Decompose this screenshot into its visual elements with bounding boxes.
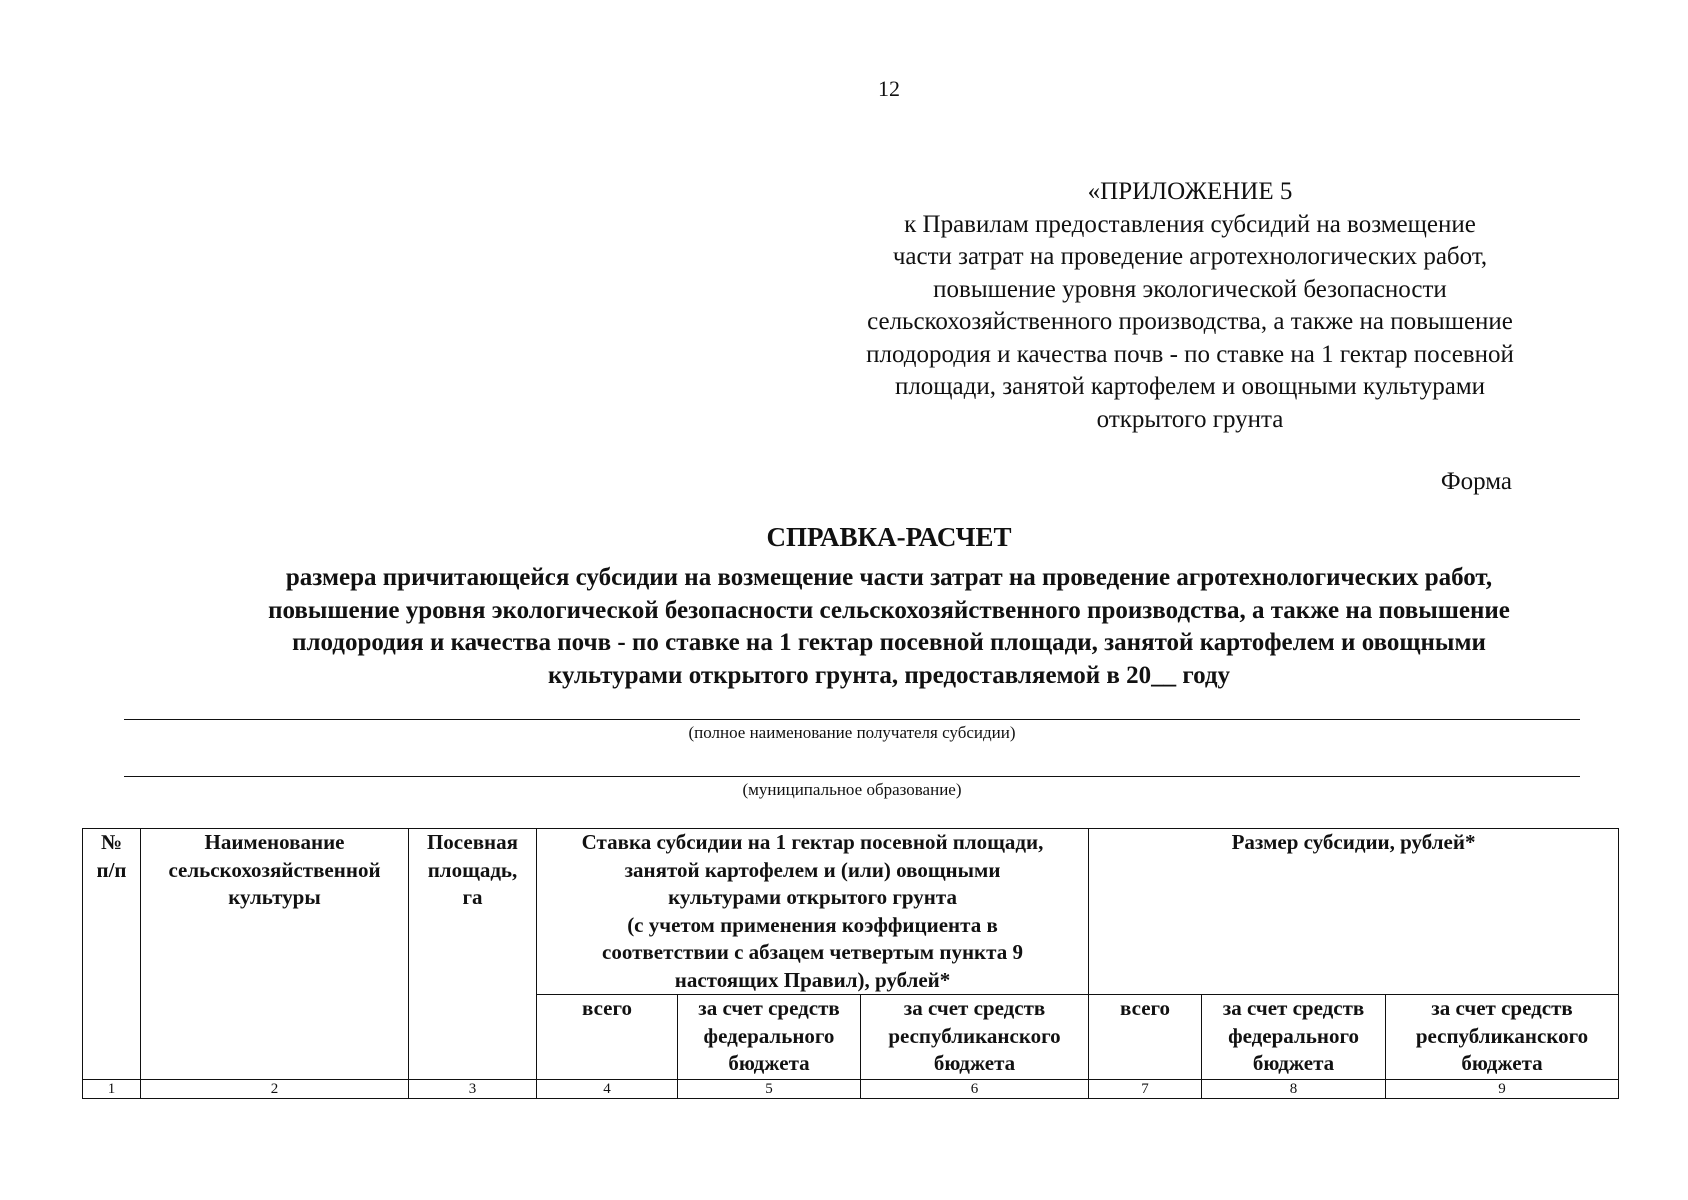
header-amount-total: всего xyxy=(1089,995,1202,1080)
header-rate-federal: за счет средств федерального бюджета xyxy=(678,995,861,1080)
column-number: 3 xyxy=(409,1080,537,1099)
column-number-row xyxy=(83,1080,1619,1099)
header-row-number: № п/п xyxy=(83,829,141,1080)
appendix-line: части затрат на проведение агротехнологических работ, xyxy=(892,243,1488,270)
appendix-line: площади, занятой картофелем и овощными культурами xyxy=(894,373,1486,400)
appendix-line: плодородия и качества почв - по ставке на 1 гектар посевной xyxy=(866,340,1514,368)
appendix-note xyxy=(800,176,1580,436)
form-label: Форма xyxy=(1440,468,1512,495)
recipient-name-line xyxy=(124,719,1580,720)
subsidy-calculation-table xyxy=(82,828,1619,1099)
municipality-caption: (муниципальное образование) xyxy=(742,780,962,799)
subtitle-line: плодородия и качества почв - по ставке на 1 гектар посевной площади, занятой картофелем и овощными xyxy=(292,629,1486,656)
column-number: 6 xyxy=(861,1080,1089,1099)
header-sown-area: Посевная площадь, га xyxy=(409,829,537,1080)
appendix-line: «ПРИЛОЖЕНИЕ 5 xyxy=(1087,178,1293,205)
header-rate-republic: за счет средств республиканского бюджета xyxy=(861,995,1089,1080)
subtitle-line: повышение уровня экологической безопасности сельскохозяйственного производства, а также на повышение xyxy=(268,596,1510,624)
header-amount-federal: за счет средств федерального бюджета xyxy=(1202,995,1386,1080)
document-title: СПРАВКА-РАСЧЕТ xyxy=(766,522,1012,552)
column-number: 7 xyxy=(1089,1080,1202,1099)
column-number: 5 xyxy=(678,1080,861,1099)
recipient-name-caption: (полное наименование получателя субсидии) xyxy=(688,723,1016,742)
document-subtitle xyxy=(150,562,1628,692)
municipality-line xyxy=(124,776,1580,777)
appendix-line: к Правилам предоставления субсидий на возмещение xyxy=(904,210,1476,238)
column-number: 2 xyxy=(141,1080,409,1099)
header-subsidy-amount: Размер субсидии, рублей* xyxy=(1089,829,1619,995)
appendix-line: сельскохозяйственного производства, а также на повышение xyxy=(867,308,1513,335)
appendix-line: открытого грунта xyxy=(1096,405,1284,433)
subtitle-line: размера причитающейся субсидии на возмещение части затрат на проведение агротехнологических работ, xyxy=(285,564,1493,591)
header-crop-name: Наименование сельскохозяйственной культуры xyxy=(141,829,409,1080)
header-rate-total: всего xyxy=(537,995,678,1080)
column-number: 8 xyxy=(1202,1080,1386,1099)
column-number: 4 xyxy=(537,1080,678,1099)
page-number: 12 xyxy=(878,76,900,101)
header-amount-republic: за счет средств республиканского бюджета xyxy=(1386,995,1619,1080)
appendix-line: повышение уровня экологической безопасности xyxy=(933,275,1447,303)
column-number: 9 xyxy=(1386,1080,1619,1099)
header-subsidy-rate: Ставка субсидии на 1 гектар посевной площади, занятой картофелем и (или) овощными культурами открытого грунта (с учетом применения коэффициента в соответствии с абзацем четвертым пункта 9 настоящих Правил), рублей* xyxy=(537,829,1089,995)
subtitle-line: культурами открытого грунта, предоставляемой в 20__ году xyxy=(547,661,1231,689)
column-number: 1 xyxy=(83,1080,141,1099)
